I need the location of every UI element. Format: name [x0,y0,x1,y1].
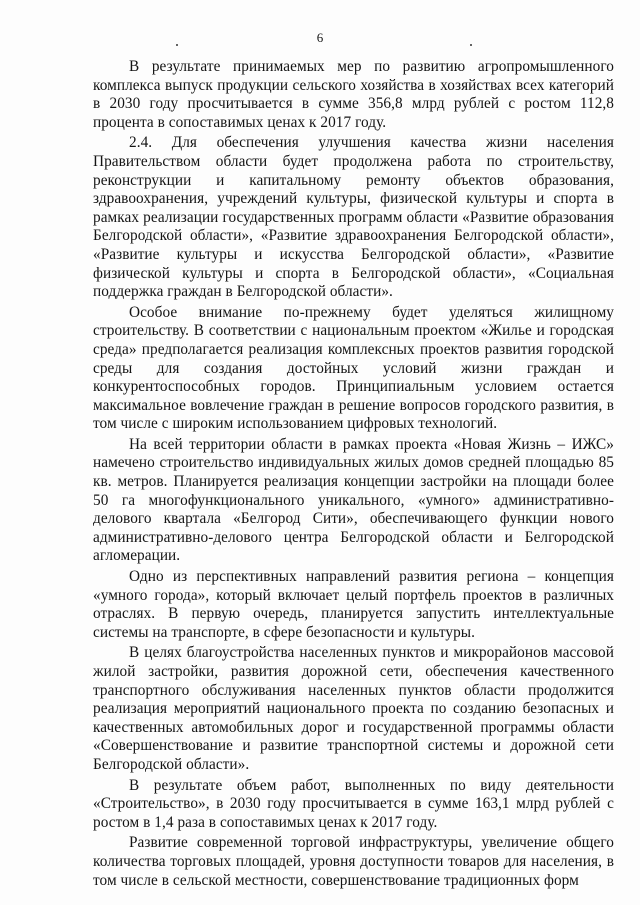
page-number: 6 [316,30,324,45]
paragraph-construction-volume: В результате объем работ, выполненных по виду деятельности «Строительство», в 2030 году просчитывается в сумме 163,1 млрд рублей с ростом в 1,4 раза в сопоставимых ценах к 2017 году. [93,776,614,831]
document-body [93,58,614,892]
paragraph-retail: Развитие современной торговой инфраструктуры, увеличение общего количества торговых площадей, уровня доступности товаров для населения, в том числе в сельской местности, совершенствование традиционных форм [93,834,614,889]
scan-speck [176,44,178,46]
paragraph-roads: В целях благоустройства населенных пунктов и микрорайонов массовой жилой застройки, развития дорожной сети, обеспечения качественного транспортного обслуживания населенных пунктов области продолжится реализация мероприятий национального проекта по созданию безопасных и качественных автомобильных дорог и государственной программы области «Совершенствование и развитие транспортной системы и дорожной сети Белгородской области». [93,644,614,773]
paragraph-agro-output: В результате принимаемых мер по развитию агропромышленного комплекса выпуск продукции сельского хозяйства в хозяйствах всех категорий в 2030 году просчитывается в сумме 356,8 млрд рублей с ростом 112,8 процента в сопоставимых ценах к 2017 году. [93,58,614,131]
paragraph-quality-of-life: 2.4. Для обеспечения улучшения качества жизни населения Правительством области будет продолжена работа по строительству, реконструкции и капитальному ремонту объектов образования, здравоохранения, учреждений культуры, физической культуры и спорта в рамках реализации государственных программ области «Развитие образования Белгородской области», «Развитие здравоохранения Белгородской области», «Развитие культуры и искусства Белгородской области», «Развитие физической культуры и спорта в Белгородской области», «Социальная поддержка граждан в Белгородской области». [93,134,614,301]
paragraph-new-life-izhs: На всей территории области в рамках проекта «Новая Жизнь – ИЖС» намечено строительство индивидуальных жилых домов средней площадью 85 кв. метров. Планируется реализация концепции застройки на площади более 50 га многофункционального уникального, «умного» административно-делового квартала «Белгород Сити», обеспечивающего функции нового административно-делового центра Белгородской области и Белгородской агломерации. [93,435,614,565]
paragraph-smart-city: Одно из перспективных направлений развития региона – концепция «умного города», который включает целый портфель проектов в различных отраслях. В первую очередь, планируется запустить интеллектуальные системы на транспорте, в сфере безопасности и культуры. [93,568,614,641]
paragraph-housing: Особое внимание по-прежнему будет уделяться жилищному строительству. В соответствии с национальным проектом «Жилье и городская среда» предполагается реализация комплексных проектов развития городской среды для создания достойных условий жизни граждан и конкурентоспособных городов. Принципиальным условием остается максимальное вовлечение граждан в решение вопросов городского развития, в том числе с широким использованием цифровых технологий. [93,303,614,433]
scan-speck [470,44,472,46]
